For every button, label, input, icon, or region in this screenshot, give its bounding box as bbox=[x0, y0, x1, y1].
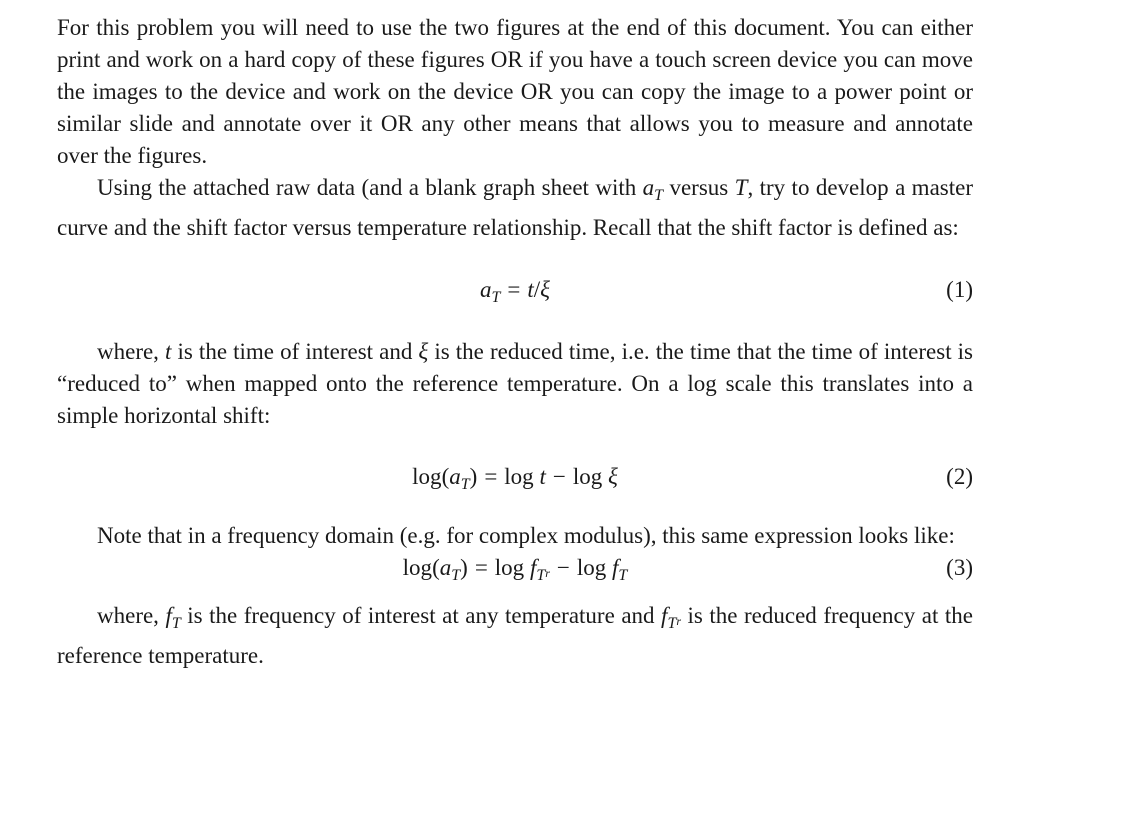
text-segment: where, bbox=[97, 339, 166, 364]
symbol-a: a bbox=[449, 464, 461, 489]
log-function: log bbox=[572, 464, 603, 489]
log-function: log bbox=[576, 555, 607, 580]
equation-1 bbox=[57, 274, 973, 306]
symbol-f: f bbox=[165, 603, 172, 628]
equation-number-3: (3) bbox=[946, 555, 973, 580]
equation-2-body bbox=[57, 461, 973, 501]
symbol-T-subscript: T bbox=[460, 476, 470, 493]
symbol-r-subscript: r bbox=[545, 566, 550, 580]
symbol-a: a bbox=[642, 175, 655, 200]
text-segment: is the reduced time, i.e. the time that the time of interest is “reduced to” when mapped onto the reference temperature. On a log scale this translates into a simple horizontal shift: bbox=[57, 339, 974, 428]
paren: ) bbox=[469, 464, 478, 489]
equals-sign: = bbox=[484, 464, 498, 489]
equation-number-2: (2) bbox=[946, 464, 973, 489]
text-segment: , try to develop a master curve and the shift factor versus temperature relationship. Recall that the shift factor is defined as: bbox=[57, 175, 973, 240]
symbol-xi: ξ bbox=[418, 339, 429, 364]
symbol-xi: ξ bbox=[540, 277, 551, 302]
paren: ( bbox=[432, 555, 440, 580]
paragraph-instructions bbox=[57, 172, 973, 244]
symbol-T-subscript: T bbox=[536, 567, 546, 584]
log-function: log bbox=[504, 464, 534, 489]
slash-sign: / bbox=[533, 277, 541, 302]
symbol-f: f bbox=[612, 555, 619, 580]
symbol-T-subscript: T bbox=[618, 567, 628, 584]
symbol-a: a bbox=[439, 555, 452, 580]
symbol-T-subscript: T bbox=[491, 289, 501, 306]
text-segment: is the frequency of interest at any temperature and bbox=[180, 603, 662, 628]
symbol-T-subscript: T bbox=[667, 615, 677, 632]
equals-sign: = bbox=[474, 555, 488, 580]
paragraph-frequency-definition bbox=[57, 600, 973, 672]
symbol-xi: ξ bbox=[607, 464, 618, 489]
symbol-T-subscript: T bbox=[451, 567, 461, 584]
text-segment: is the reduced frequency at the reference temperature. bbox=[57, 603, 974, 668]
equals-sign: = bbox=[507, 277, 521, 302]
paragraph-intro: For this problem you will need to use the two figures at the end of this document. You can either print and work on a hard copy of these figures OR if you have a touch screen device you can move the images to the device and work on the device OR you can copy the image to a power point or similar slide and annotate over it OR any other means that allows you to measure and annotate over the figures. bbox=[57, 15, 973, 168]
log-function: log bbox=[402, 555, 433, 580]
symbol-t: t bbox=[165, 339, 172, 364]
text-segment: where, bbox=[97, 603, 166, 628]
equation-2 bbox=[57, 461, 973, 493]
paren: ( bbox=[441, 464, 450, 489]
paren: ) bbox=[460, 555, 468, 580]
symbol-T-subscript: T bbox=[171, 615, 181, 632]
log-function: log bbox=[494, 555, 525, 580]
symbol-T: T bbox=[734, 175, 748, 200]
equation-1-body bbox=[57, 274, 973, 314]
equation-number-1: (1) bbox=[946, 277, 973, 302]
minus-sign: − bbox=[556, 555, 570, 580]
text-segment: Using the attached raw data (and a blank graph sheet with bbox=[97, 175, 643, 200]
symbol-T-subscript: T bbox=[654, 187, 664, 204]
symbol-t: t bbox=[539, 464, 546, 489]
text-segment: versus bbox=[663, 175, 735, 200]
symbol-f: f bbox=[661, 603, 668, 628]
document-page bbox=[57, 12, 973, 672]
paragraph-frequency-note: Note that in a frequency domain (e.g. for complex modulus), this same expression looks like: bbox=[97, 523, 955, 548]
log-function: log bbox=[412, 464, 442, 489]
symbol-f: f bbox=[529, 555, 537, 580]
equation-3 bbox=[57, 552, 973, 584]
minus-sign: − bbox=[552, 464, 566, 489]
symbol-a: a bbox=[479, 277, 492, 302]
symbol-t: t bbox=[527, 277, 534, 302]
symbol-r-subscript: r bbox=[676, 614, 682, 628]
equation-3-body bbox=[57, 552, 973, 592]
text-segment: is the time of interest and bbox=[171, 339, 419, 364]
paragraph-definition bbox=[57, 336, 973, 432]
